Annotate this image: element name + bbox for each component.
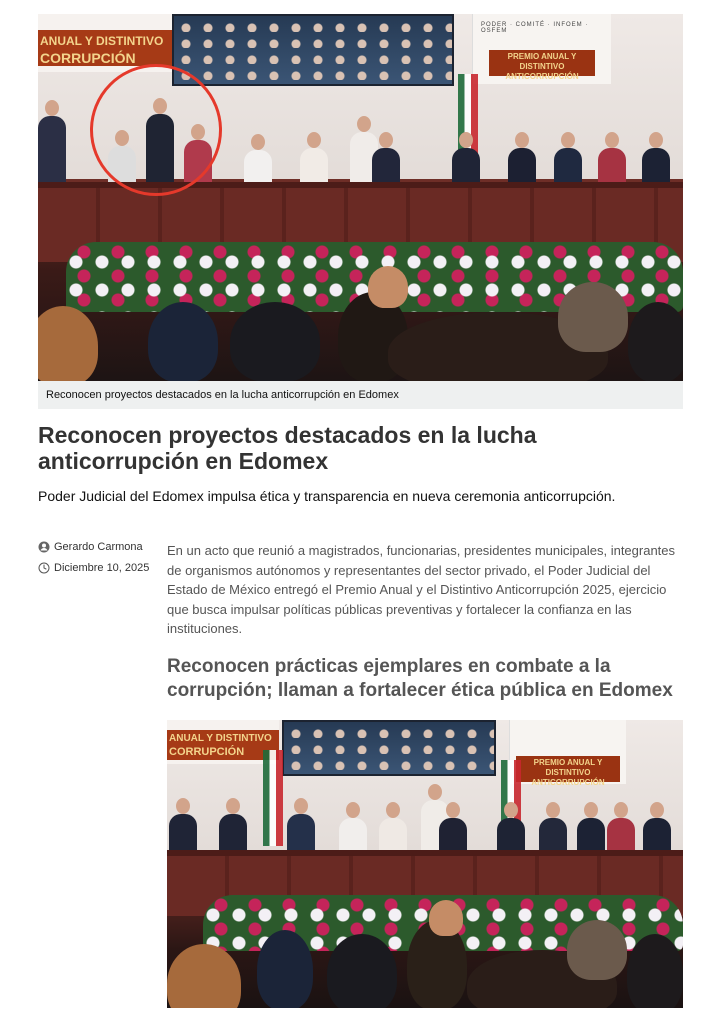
highlight-circle xyxy=(90,64,222,196)
award-banner-line2: ANTICORRUPCIÓN xyxy=(505,72,579,81)
date-row xyxy=(38,559,168,577)
clock-icon xyxy=(38,562,50,574)
award-banner xyxy=(489,50,595,81)
article-image[interactable] xyxy=(167,720,683,1008)
sponsor-logos: PODER · COMITÉ · INFOEM · OSFEM xyxy=(481,22,589,34)
article-title: Reconocen proyectos destacados en la lucha anticorrupción en Edomex xyxy=(38,422,537,474)
award-banner xyxy=(516,756,620,787)
projection-screen xyxy=(172,14,454,86)
award-banner-line1: PREMIO ANUAL Y DISTINTIVO xyxy=(533,758,603,777)
hero-image[interactable] xyxy=(38,14,683,381)
audience xyxy=(167,920,683,1008)
panel-members xyxy=(167,788,683,854)
user-icon xyxy=(38,541,50,553)
publish-date: Diciembre 10, 2025 xyxy=(54,562,150,574)
event-sign-right xyxy=(509,720,626,787)
author-name[interactable]: Gerardo Carmona xyxy=(54,541,143,553)
award-banner-line1: PREMIO ANUAL Y DISTINTIVO xyxy=(507,52,577,71)
section-heading: Reconocen prácticas ejemplares en combate a la corrupción; llaman a fortalecer ética pública en Edomex xyxy=(167,656,673,701)
event-sign-right xyxy=(472,14,611,84)
article-subtitle: Poder Judicial del Edomex impulsa ética y transparencia en nueva ceremonia anticorrupción. xyxy=(38,488,616,504)
author-row[interactable] xyxy=(38,538,168,556)
audience xyxy=(38,272,683,381)
image-caption: Reconocen proyectos destacados en la lucha anticorrupción en Edomex xyxy=(38,381,683,409)
award-banner-line2: ANTICORRUPCIÓN xyxy=(531,778,605,787)
projection-screen xyxy=(282,720,496,776)
sign-left-line1: ANUAL Y DISTINTIVO xyxy=(40,34,164,48)
article-lead: En un acto que reunió a magistrados, funcionarias, presidentes municipales, integrantes de organismos autónomos y representantes del sector privado, el Poder Judicial del Estado de México entregó el Premio Anual y el Distintivo Anticorrupción 2025, ejercicio que busca impulsar políticas públicas preventivas y fortalecer la confianza en las instituciones. xyxy=(167,543,676,636)
sign-left-line2: CORRUPCIÓN xyxy=(40,50,136,66)
sign-left-line1: ANUAL Y DISTINTIVO xyxy=(169,733,272,744)
article-meta xyxy=(38,538,168,580)
sign-left-line2: CORRUPCIÓN xyxy=(169,746,245,758)
